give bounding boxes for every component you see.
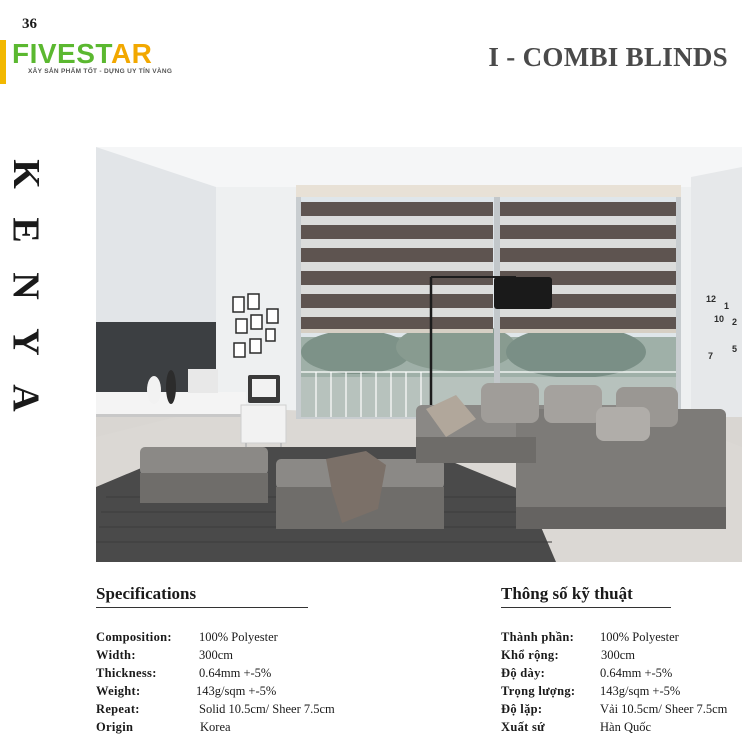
product-photo <box>96 147 742 562</box>
spec-value: 0.64mm +-5% <box>199 666 272 680</box>
spec-row <box>96 628 335 646</box>
svg-text:1: 1 <box>724 301 730 311</box>
svg-text:5: 5 <box>732 344 738 354</box>
specs-en-heading: Specifications <box>96 584 197 603</box>
specs-vi-rule <box>501 607 671 608</box>
logo-wordmark-part2: AR <box>110 38 153 69</box>
spec-label: Thành phần: <box>501 630 575 644</box>
product-name-letter: N <box>4 272 47 300</box>
spec-value: Vải 10.5cm/ Sheer 7.5cm <box>600 702 728 716</box>
spec-label: Xuất sứ <box>501 720 545 734</box>
spec-label: Thickness: <box>96 666 157 680</box>
spec-row <box>96 664 335 682</box>
spec-value: 0.64mm +-5% <box>600 666 673 680</box>
svg-text:12: 12 <box>706 294 717 304</box>
logo-wordmark <box>12 38 152 70</box>
product-name-letter: E <box>4 217 47 243</box>
spec-row <box>96 700 335 718</box>
brand-logo <box>12 38 187 80</box>
spec-row <box>501 628 727 646</box>
spec-label: Độ dày: <box>501 666 546 680</box>
spec-row <box>96 718 335 736</box>
spec-value: 143g/sqm +-5% <box>600 684 681 698</box>
spec-label: Width: <box>96 648 136 662</box>
specs-en-rule <box>96 607 308 608</box>
product-name-letter: K <box>5 159 47 189</box>
accent-bar <box>0 40 6 84</box>
spec-row <box>501 682 727 700</box>
spec-label: Origin <box>96 720 134 734</box>
spec-value: Hàn Quốc <box>600 720 652 734</box>
spec-label: Composition: <box>96 630 172 644</box>
spec-row <box>96 682 335 700</box>
spec-value: 100% Polyester <box>199 630 278 644</box>
spec-row <box>501 646 727 664</box>
spec-value: 100% Polyester <box>600 630 679 644</box>
spec-value: Korea <box>200 720 231 734</box>
product-name-letter: Y <box>4 328 47 356</box>
spec-label: Trọng lượng: <box>501 684 576 698</box>
section-title: I - COMBI BLINDS <box>488 42 728 72</box>
spec-row <box>501 718 727 736</box>
spec-label: Độ lặp: <box>501 702 543 716</box>
spec-value: 143g/sqm +-5% <box>196 684 277 698</box>
spec-label: Weight: <box>96 684 141 698</box>
svg-text:7: 7 <box>708 351 714 361</box>
specs-vi-list <box>501 628 727 736</box>
spec-row <box>96 646 335 664</box>
specs-vi-heading: Thông số kỹ thuật <box>501 584 633 603</box>
page-number: 36 <box>22 16 37 32</box>
spec-label: Khổ rộng: <box>501 648 559 662</box>
spec-value: 300cm <box>199 648 234 662</box>
specs-en-list <box>96 628 335 736</box>
spec-label: Repeat: <box>96 702 140 716</box>
svg-text:10: 10 <box>714 314 725 324</box>
spec-value: 300cm <box>601 648 636 662</box>
spec-value: Solid 10.5cm/ Sheer 7.5cm <box>199 702 335 716</box>
spec-row <box>501 700 727 718</box>
svg-text:2: 2 <box>732 317 738 327</box>
product-name-letter: A <box>4 384 47 412</box>
product-name-vertical <box>6 146 46 426</box>
living-room-illustration <box>96 147 742 562</box>
spec-row <box>501 664 727 682</box>
logo-tagline: XÂY SẢN PHẨM TỐT - DỰNG UY TÍN VÀNG <box>28 68 173 75</box>
logo-wordmark-part1: FIVEST <box>12 38 111 69</box>
